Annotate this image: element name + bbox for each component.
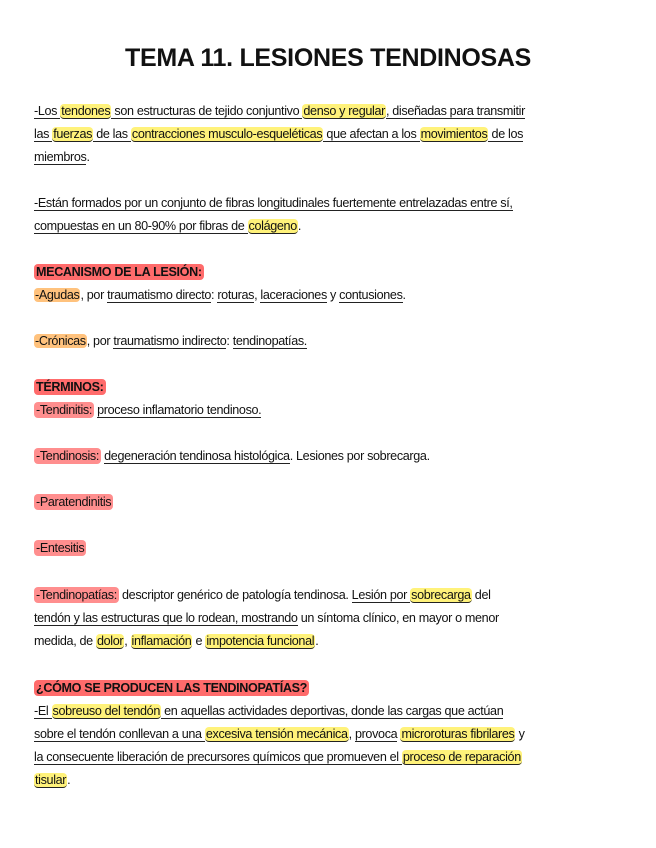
highlight-colageno: colágeno xyxy=(248,219,297,233)
text: medida, de xyxy=(34,634,96,648)
agudas-label: -Agudas xyxy=(35,288,80,302)
text: . xyxy=(297,219,302,233)
text: , diseñadas para transmitir xyxy=(385,104,525,118)
entesitis-label: -Entesitis xyxy=(36,541,85,555)
text: del xyxy=(471,588,491,602)
highlight-tisular: tisular xyxy=(35,773,67,787)
text: mostrando xyxy=(241,611,298,625)
composition-paragraph xyxy=(34,192,626,238)
text: -Los xyxy=(34,104,61,118)
text: traumatismo directo xyxy=(107,288,212,302)
tendinopatias-paragraph xyxy=(34,584,626,653)
text: un síntoma clínico, en mayor o menor xyxy=(297,611,499,625)
highlight-movimientos: movimientos xyxy=(420,127,488,141)
text: y xyxy=(326,288,340,302)
text: sobre el tendón conllevan a una xyxy=(34,727,205,741)
text: de las xyxy=(93,127,131,141)
text: : xyxy=(226,334,233,348)
tendinitis-label: -Tendinitis: xyxy=(36,403,92,417)
text: contusiones xyxy=(339,288,403,302)
highlight-impotencia: impotencia funcional xyxy=(206,634,315,648)
text: Lesión por xyxy=(351,588,411,602)
text: , por xyxy=(86,334,114,348)
tendinopatias-label: -Tendinopatías: xyxy=(36,588,117,602)
text: tendinopatías. xyxy=(232,334,307,348)
text: e xyxy=(192,634,206,648)
highlight-fuerzas: fuerzas xyxy=(53,127,93,141)
text: , xyxy=(254,288,261,302)
text: . xyxy=(315,634,319,648)
tendinosis-label: -Tendinosis: xyxy=(36,449,99,463)
text: y las estructuras que lo rodean, xyxy=(70,611,242,625)
text: que afectan a los xyxy=(323,127,420,141)
text: degeneración tendinosa histológica xyxy=(104,449,290,463)
text: . xyxy=(86,150,90,164)
text: son estructuras de tejido conjuntivo xyxy=(111,104,303,118)
text: miembros xyxy=(34,150,87,164)
cronicas-label: -Crónicas xyxy=(35,334,86,348)
text: , por xyxy=(80,288,108,302)
mecanismo-heading: MECANISMO DE LA LESIÓN: xyxy=(36,265,202,279)
tendinosis-line xyxy=(34,445,626,468)
page-title: TEMA 11. LESIONES TENDINOSAS xyxy=(124,44,532,72)
highlight-dolor: dolor xyxy=(96,634,124,648)
text: compuestas en un 80-90% por fibras de xyxy=(34,219,248,233)
text: de los xyxy=(488,127,524,141)
text: roturas xyxy=(217,288,255,302)
highlight-denso-regular: denso y regular xyxy=(303,104,385,118)
highlight-microroturas: microroturas fibrilares xyxy=(401,727,515,741)
highlight-tendones: tendones xyxy=(61,104,111,118)
como-heading: ¿CÓMO SE PRODUCEN LAS TENDINOPATÍAS? xyxy=(36,681,307,695)
text: . Lesiones por sobrecarga. xyxy=(289,449,430,463)
highlight-sobreuso: sobreuso del tendón xyxy=(52,704,160,718)
text: traumatismo indirecto xyxy=(113,334,227,348)
highlight-inflamacion: inflamación xyxy=(131,634,192,648)
highlight-proceso-reparacion: proceso de reparación xyxy=(402,750,521,764)
highlight-contracciones: contracciones musculo-esqueléticas xyxy=(131,127,323,141)
text: y xyxy=(515,727,525,741)
text: , xyxy=(124,634,131,648)
text: en aquellas actividades deportivas, donde las cargas que actúan xyxy=(160,704,504,718)
text: . xyxy=(67,773,71,787)
text: -Están formados por un conjunto de fibras longitudinales fuertemente entrelazadas entre sí, xyxy=(34,196,513,210)
text: descriptor genérico de patología tendinosa. xyxy=(118,588,352,602)
cronicas-line xyxy=(34,330,626,353)
highlight-sobrecarga: sobrecarga xyxy=(411,588,471,602)
text: : xyxy=(211,288,218,302)
text: las xyxy=(34,127,53,141)
text: . xyxy=(402,288,406,302)
terminos-heading: TÉRMINOS: xyxy=(36,380,104,394)
section-mecanismo xyxy=(34,261,626,307)
text: , xyxy=(348,727,355,741)
text: laceraciones xyxy=(260,288,327,302)
paratendinitis-line xyxy=(34,491,626,514)
text: proceso inflamatorio tendinoso. xyxy=(97,403,262,417)
intro-paragraph xyxy=(34,100,626,169)
highlight-excesiva-tension: excesiva tensión mecánica xyxy=(205,727,348,741)
text: la consecuente liberación de precursores químicos que promueven el xyxy=(34,750,402,764)
text: -El xyxy=(34,704,52,718)
section-terminos xyxy=(34,376,626,422)
text: provoca xyxy=(354,727,398,741)
text: tendón xyxy=(34,611,71,625)
section-como xyxy=(34,677,626,792)
entesitis-line xyxy=(34,537,626,560)
paratendinitis-label: -Paratendinitis xyxy=(36,495,112,509)
